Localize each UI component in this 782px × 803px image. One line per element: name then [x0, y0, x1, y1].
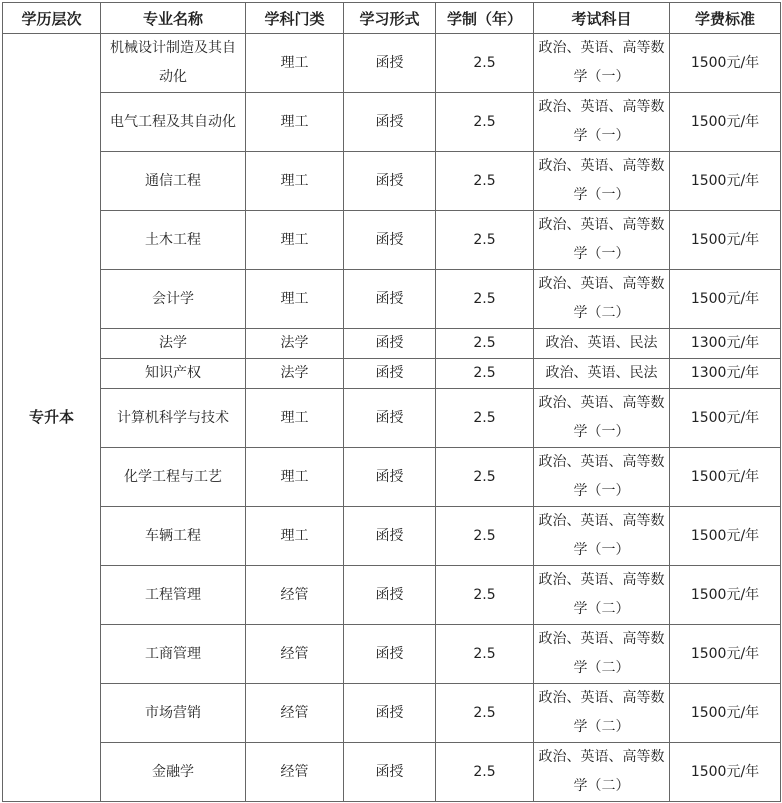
- header-category: 学科门类: [246, 3, 344, 34]
- years-cell: 2.5: [436, 507, 534, 566]
- form-cell: 函授: [344, 684, 436, 743]
- table-body: [3, 34, 781, 802]
- form-cell: 函授: [344, 448, 436, 507]
- table-row: [3, 211, 781, 270]
- fee-cell: 1500元/年: [670, 152, 781, 211]
- form-cell: 函授: [344, 507, 436, 566]
- fee-cell: 1500元/年: [670, 270, 781, 329]
- category-cell: 法学: [246, 359, 344, 389]
- years-cell: 2.5: [436, 448, 534, 507]
- level-cell: 专升本: [3, 34, 101, 802]
- table-row: [3, 93, 781, 152]
- tuition-table: [2, 2, 781, 802]
- major-cell: 电气工程及其自动化: [101, 93, 246, 152]
- major-cell: 工商管理: [101, 625, 246, 684]
- form-cell: 函授: [344, 359, 436, 389]
- category-cell: 经管: [246, 684, 344, 743]
- table-row: [3, 359, 781, 389]
- years-cell: 2.5: [436, 152, 534, 211]
- table-row: [3, 329, 781, 359]
- exam-cell: 政治、英语、高等数学（二）: [534, 684, 670, 743]
- form-cell: 函授: [344, 625, 436, 684]
- fee-cell: 1500元/年: [670, 211, 781, 270]
- years-cell: 2.5: [436, 329, 534, 359]
- fee-cell: 1500元/年: [670, 566, 781, 625]
- form-cell: 函授: [344, 34, 436, 93]
- major-cell: 知识产权: [101, 359, 246, 389]
- header-form: 学习形式: [344, 3, 436, 34]
- header-fee: 学费标准: [670, 3, 781, 34]
- major-cell: 车辆工程: [101, 507, 246, 566]
- years-cell: 2.5: [436, 389, 534, 448]
- exam-cell: 政治、英语、高等数学（一）: [534, 93, 670, 152]
- exam-cell: 政治、英语、民法: [534, 329, 670, 359]
- table-row: [3, 152, 781, 211]
- fee-cell: 1500元/年: [670, 389, 781, 448]
- category-cell: 理工: [246, 34, 344, 93]
- category-cell: 理工: [246, 93, 344, 152]
- exam-cell: 政治、英语、高等数学（一）: [534, 507, 670, 566]
- fee-cell: 1500元/年: [670, 93, 781, 152]
- form-cell: 函授: [344, 93, 436, 152]
- header-row: [3, 3, 781, 34]
- major-cell: 通信工程: [101, 152, 246, 211]
- fee-cell: 1500元/年: [670, 684, 781, 743]
- exam-cell: 政治、英语、高等数学（一）: [534, 34, 670, 93]
- table-row: [3, 34, 781, 93]
- table-row: [3, 448, 781, 507]
- table-row: [3, 507, 781, 566]
- years-cell: 2.5: [436, 625, 534, 684]
- years-cell: 2.5: [436, 684, 534, 743]
- years-cell: 2.5: [436, 34, 534, 93]
- table-row: [3, 270, 781, 329]
- category-cell: 理工: [246, 389, 344, 448]
- major-cell: 土木工程: [101, 211, 246, 270]
- table-row: [3, 684, 781, 743]
- category-cell: 法学: [246, 329, 344, 359]
- exam-cell: 政治、英语、高等数学（一）: [534, 152, 670, 211]
- header-exam: 考试科目: [534, 3, 670, 34]
- category-cell: 经管: [246, 625, 344, 684]
- form-cell: 函授: [344, 329, 436, 359]
- years-cell: 2.5: [436, 359, 534, 389]
- major-cell: 化学工程与工艺: [101, 448, 246, 507]
- fee-cell: 1500元/年: [670, 625, 781, 684]
- exam-cell: 政治、英语、高等数学（二）: [534, 743, 670, 802]
- major-cell: 金融学: [101, 743, 246, 802]
- exam-cell: 政治、英语、高等数学（一）: [534, 448, 670, 507]
- fee-cell: 1300元/年: [670, 329, 781, 359]
- years-cell: 2.5: [436, 211, 534, 270]
- exam-cell: 政治、英语、高等数学（二）: [534, 625, 670, 684]
- fee-cell: 1300元/年: [670, 359, 781, 389]
- exam-cell: 政治、英语、高等数学（一）: [534, 389, 670, 448]
- major-cell: 机械设计制造及其自动化: [101, 34, 246, 93]
- header-major: 专业名称: [101, 3, 246, 34]
- years-cell: 2.5: [436, 566, 534, 625]
- form-cell: 函授: [344, 566, 436, 625]
- category-cell: 经管: [246, 566, 344, 625]
- category-cell: 理工: [246, 152, 344, 211]
- form-cell: 函授: [344, 152, 436, 211]
- form-cell: 函授: [344, 270, 436, 329]
- major-cell: 计算机科学与技术: [101, 389, 246, 448]
- form-cell: 函授: [344, 211, 436, 270]
- form-cell: 函授: [344, 743, 436, 802]
- major-cell: 工程管理: [101, 566, 246, 625]
- exam-cell: 政治、英语、高等数学（一）: [534, 211, 670, 270]
- category-cell: 理工: [246, 507, 344, 566]
- major-cell: 会计学: [101, 270, 246, 329]
- years-cell: 2.5: [436, 270, 534, 329]
- fee-cell: 1500元/年: [670, 507, 781, 566]
- exam-cell: 政治、英语、高等数学（二）: [534, 566, 670, 625]
- major-cell: 法学: [101, 329, 246, 359]
- table-row: [3, 625, 781, 684]
- fee-cell: 1500元/年: [670, 743, 781, 802]
- category-cell: 经管: [246, 743, 344, 802]
- exam-cell: 政治、英语、高等数学（二）: [534, 270, 670, 329]
- fee-cell: 1500元/年: [670, 34, 781, 93]
- table-row: [3, 389, 781, 448]
- form-cell: 函授: [344, 389, 436, 448]
- category-cell: 理工: [246, 270, 344, 329]
- major-cell: 市场营销: [101, 684, 246, 743]
- years-cell: 2.5: [436, 93, 534, 152]
- category-cell: 理工: [246, 211, 344, 270]
- fee-cell: 1500元/年: [670, 448, 781, 507]
- years-cell: 2.5: [436, 743, 534, 802]
- header-years: 学制（年）: [436, 3, 534, 34]
- table-row: [3, 743, 781, 802]
- table-row: [3, 566, 781, 625]
- category-cell: 理工: [246, 448, 344, 507]
- header-level: 学历层次: [3, 3, 101, 34]
- exam-cell: 政治、英语、民法: [534, 359, 670, 389]
